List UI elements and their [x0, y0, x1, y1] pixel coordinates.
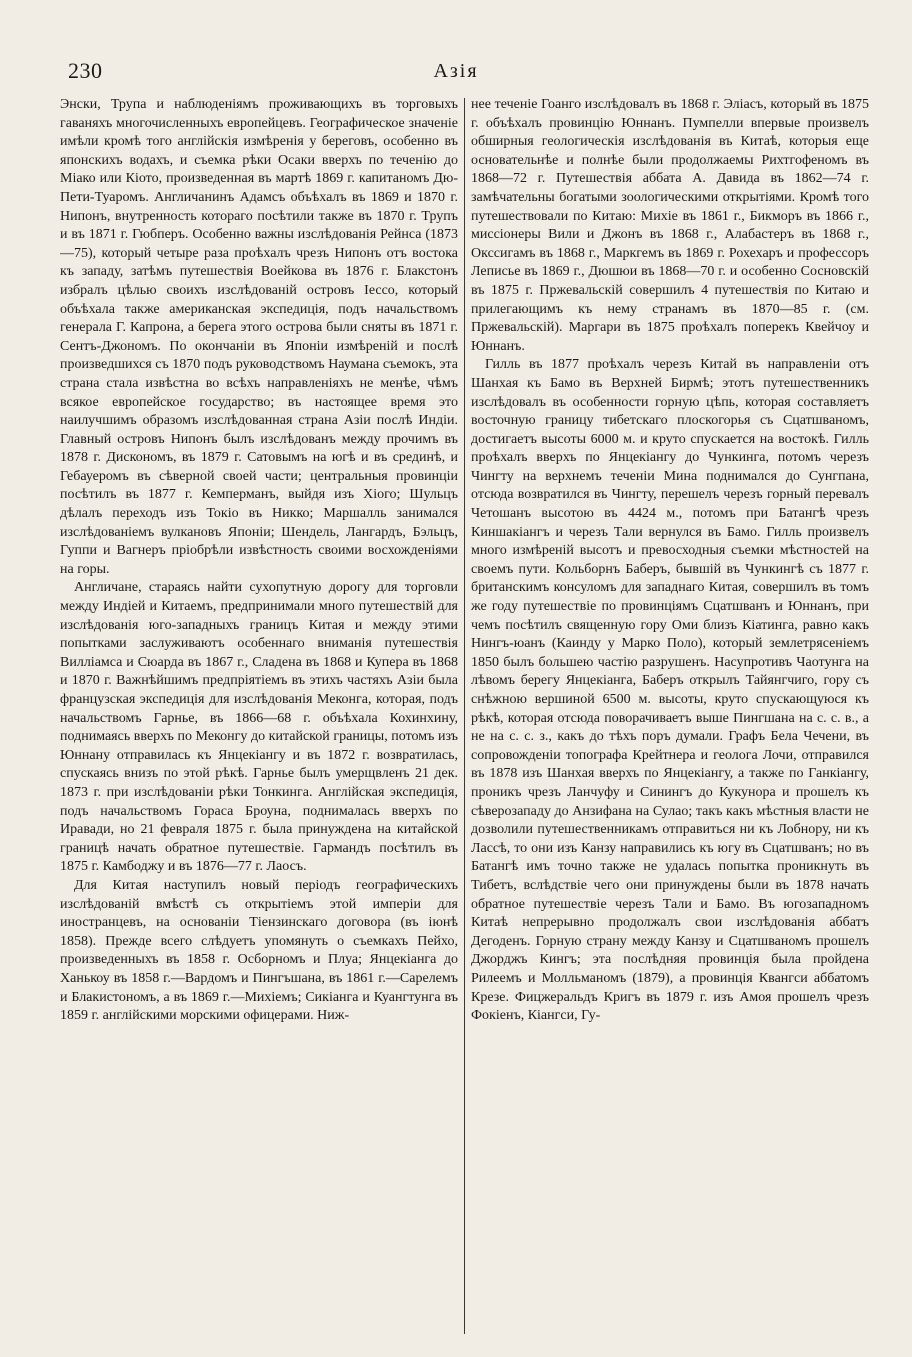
- paragraph: Энски, Трупа и наблюденіямъ проживающихъ въ торговыхъ гаваняхъ многочисленныхъ европейцевъ. Географическое значеніе имѣли кромѣ того англійскія измѣренія у береговъ, особенно въ японскихъ водахъ, и съемка рѣки Осаки вверхъ по теченію до Міако или Кіото, произведенная въ мартѣ 1869 г. капитаномъ Дю-Пети-Туаромъ. Англичанинъ Адамсъ объѣхалъ въ 1869 и 1870 г. Нипонъ, внутренность котораго посѣтили также въ 1870 г. Трупъ и въ 1871 г. Гюбперъ. Особенно важны изслѣдованія Рейнса (1873—75), который четыре раза проѣхалъ чрезъ Нипонъ отъ востока къ западу, затѣмъ путешествія Воейкова въ 1876 г. Блакстонъ избралъ цѣлью своихъ изслѣдованій островъ Іессо, который объѣхала также американская экспедиція, подъ начальствомъ генерала Г. Капрона, а берега этого острова были сняты въ 1871 г. Сентъ-Джономъ. По окончаніи въ Японіи измѣреній и послѣ произведшихся съ 1870 подъ руководствомъ Наумана съемокъ, эта страна стала извѣстна во всѣхъ направленіяхъ не менѣе, чѣмъ всякое европейское государство; въ настоящее время это наилучшимъ образомъ изслѣдованная страна Азіи послѣ Индіи. Главный островъ Нипонъ былъ изслѣдованъ между прочимъ въ 1878 г. Дискономъ, въ 1879 г. Сатовымъ на югѣ и въ срединѣ, и Гебауеромъ въ сѣверной своей части; центральныя провинціи посѣтилъ въ 1877 г. Кемперманъ, выйдя изъ Хіого; Шульцъ дѣлалъ переходъ изъ Токіо въ Никко; Маршалль занимался изслѣдованіемъ вулкановъ Японіи; Шендель, Лангардъ, Бэльцъ, Гуппи и Вагнеръ пріобрѣли извѣстность своими восхожденіями на горы.: [60, 97, 458, 577]
- paragraph: Англичане, стараясь найти сухопутную дорогу для торговли между Индіей и Китаемъ, предпринимали много путешествій для изслѣдованія юго-западныхъ границъ Китая и между этими попытками заслуживаютъ особеннаго вниманія путешествія Вилліамса и Сюарда въ 1867 г., Сладена въ 1868 и Купера въ 1868 и 1870 г. Важнѣйшимъ предпріятіемъ въ этихъ частяхъ Азіи была французская экспедиція для изслѣдованія Меконга, которая, подъ начальствомъ Гарнье, въ 1866—68 г. объѣхала Кохинхину, поднимаясь вверхъ по Меконгу до китайской границы, потомъ изъ Юннану отправилась къ Янцекіангу и въ 1872 г. возвратилась, спускаясь внизъ по этой рѣкѣ. Гарнье былъ умерщвленъ 21 дек. 1873 г. при изслѣдованіи рѣки Тонкинга. Англійская экспедиція, подъ начальствомъ Гораса Броуна, поднималась вверхъ по Иравади, но 21 февраля 1875 г. была принуждена на китайской границѣ начать обратное путешествіе. Гармандъ посѣтилъ въ 1875 г. Камбоджу и въ 1876—77 г. Лаосъ.: [60, 580, 458, 875]
- running-title: Азія: [433, 60, 479, 82]
- paragraph: Для Китая наступилъ новый періодъ географическихъ изслѣдованій вмѣстѣ съ открытіемъ этой имперіи для иностранцевъ, на основаніи Тіензинскаго договора (въ іюнѣ 1858). Прежде всего слѣдуетъ упомянуть о съемкахъ Пейхо, произведенныхъ въ 1858 г. Осборномъ и Плуа; Янцекіанга до Ханькоу въ 1858 г.—Вардомъ и Пингъшана, въ 1861 г.—Сарелемъ и Блакистономъ, а въ 1869 г.—Михіемъ; Сикіанга и Куангтунга въ 1859 г. англійскими морскими офицерами. Ниж-: [60, 877, 458, 1024]
- column-divider: [464, 98, 465, 1334]
- left-column: [60, 96, 458, 1336]
- text-columns: [60, 96, 872, 1336]
- right-column: [471, 96, 869, 1336]
- page-number: 230: [68, 58, 103, 83]
- paragraph: Гилль въ 1877 проѣхалъ черезъ Китай въ направленіи отъ Шанхая къ Бамо въ Верхней Бирмѣ; этотъ путешественникъ изслѣдовалъ въ особенности горную цѣпь, которая составляетъ восточную границу тибетскаго плоскогорья съ Сцатшваномъ, достигаетъ высоты 6000 м. и круто спускается на востокѣ. Гилль проѣхалъ вверхъ по Янцекіангу до Чункинга, потомъ черезъ Чингту на верхнемъ теченіи Мина поднимался до Сунгпана, отсюда возвратился въ Чингту, перешелъ черезъ горный перевалъ Четошанъ высотою въ 4424 м., потомъ при Батангѣ чрезъ Киншакіангъ и черезъ Тали вернулся въ Бамо. Гилль произвелъ много измѣреній высотъ и превосходныя съемки мѣстностей на своемъ пути. Кольборнъ Баберъ, бывшій въ Чункингѣ съ 1877 г. британскимъ консуломъ для западнаго Китая, совершилъ въ томъ же году путешествіе по провинціямъ Сцатшванъ и Юннанъ, при чемъ посѣтилъ священную гору Оми близъ Кіатинга, равно какъ Нингъ-юанъ (Каинду у Марко Поло), который землетрясеніемъ 1850 былъ большею частію разрушенъ. Насупротивъ Чаотунга на лѣвомъ берегу Янцекіанга, Баберъ открылъ Тайянгчиго, гору съ снѣжною вершиной 6500 м. высоты, круто спускающуюся къ рѣкѣ, которая отсюда поворачиваетъ выше Пингшана на с. с. в., а не на с. с. з., какъ до тѣхъ поръ думали. Графъ Бела Чечени, въ сопровожденіи топографа Крейтнера и геолога Лочи, отправился въ 1878 изъ Шанхая вверхъ по Янцекіангу, а также по Ганкіангу, проникъ чрезъ Ланчуфу и Синингъ до Кукунора и прошелъ къ сѣверозападу до Анзифана на Сулао; такъ какъ мѣстныя власти не дозволили путешественникамъ отправиться ни къ Лобнору, ни къ Лассѣ, то они изъ Канзу направились къ югу въ Сцатшванъ; но въ Батангѣ имъ точно также не удалась попытка проникнуть въ Тибетъ, вслѣдствіе чего они принуждены были въ 1878 начать обратное путешествіе черезъ Тали и Бамо. Въ югозападномъ Китаѣ непрерывно продолжалъ свои изслѣдованія аббатъ Дегоденъ. Горную страну между Канзу и Сцатшваномъ прошелъ Джорджъ Кингъ; эта послѣдняя провинція была пройдена Рилеемъ и Молльманомъ (1879), а провинція Квангси аббатомъ Крезе. Фицжеральдъ Кригъ въ 1879 г. изъ Амоя прошелъ чрезъ Фокіенъ, Кіангси, Гу-: [471, 357, 869, 1024]
- paragraph: нее теченіе Гоанго изслѣдовалъ въ 1868 г. Эліасъ, который въ 1875 г. объѣхалъ провинцію Юннанъ. Пумпелли впервые произвелъ обширныя геологическія изслѣдованія въ Китаѣ, которыя еще основательнѣе и полнѣе были продолжаемы Рихтгофеномъ въ 1868—72 г. Путешествія аббата А. Давида въ 1862—74 г. замѣчательны богатыми зоологическими открытіями. Кромѣ того путешествовали по Китаю: Михіе въ 1861 г., Бикморъ въ 1866 г., миссіонеры Вили и Джонъ въ 1868 г., Алабастеръ въ 1868 г., Окссигамъ въ 1868 г., Маркгемъ въ 1869 г. Рохехаръ и профессоръ Леписье въ 1869 г., Дюшюи въ 1868—70 г. и особенно Сосновскій въ 1875 г. Пржевальскій совершилъ 4 путешествія по Китаю и прилегающимъ къ нему странамъ въ 1870—85 г. (см. Пржевальскій). Маргари въ 1875 проѣхалъ поперекъ Квейчоу и Юннанъ.: [471, 97, 869, 354]
